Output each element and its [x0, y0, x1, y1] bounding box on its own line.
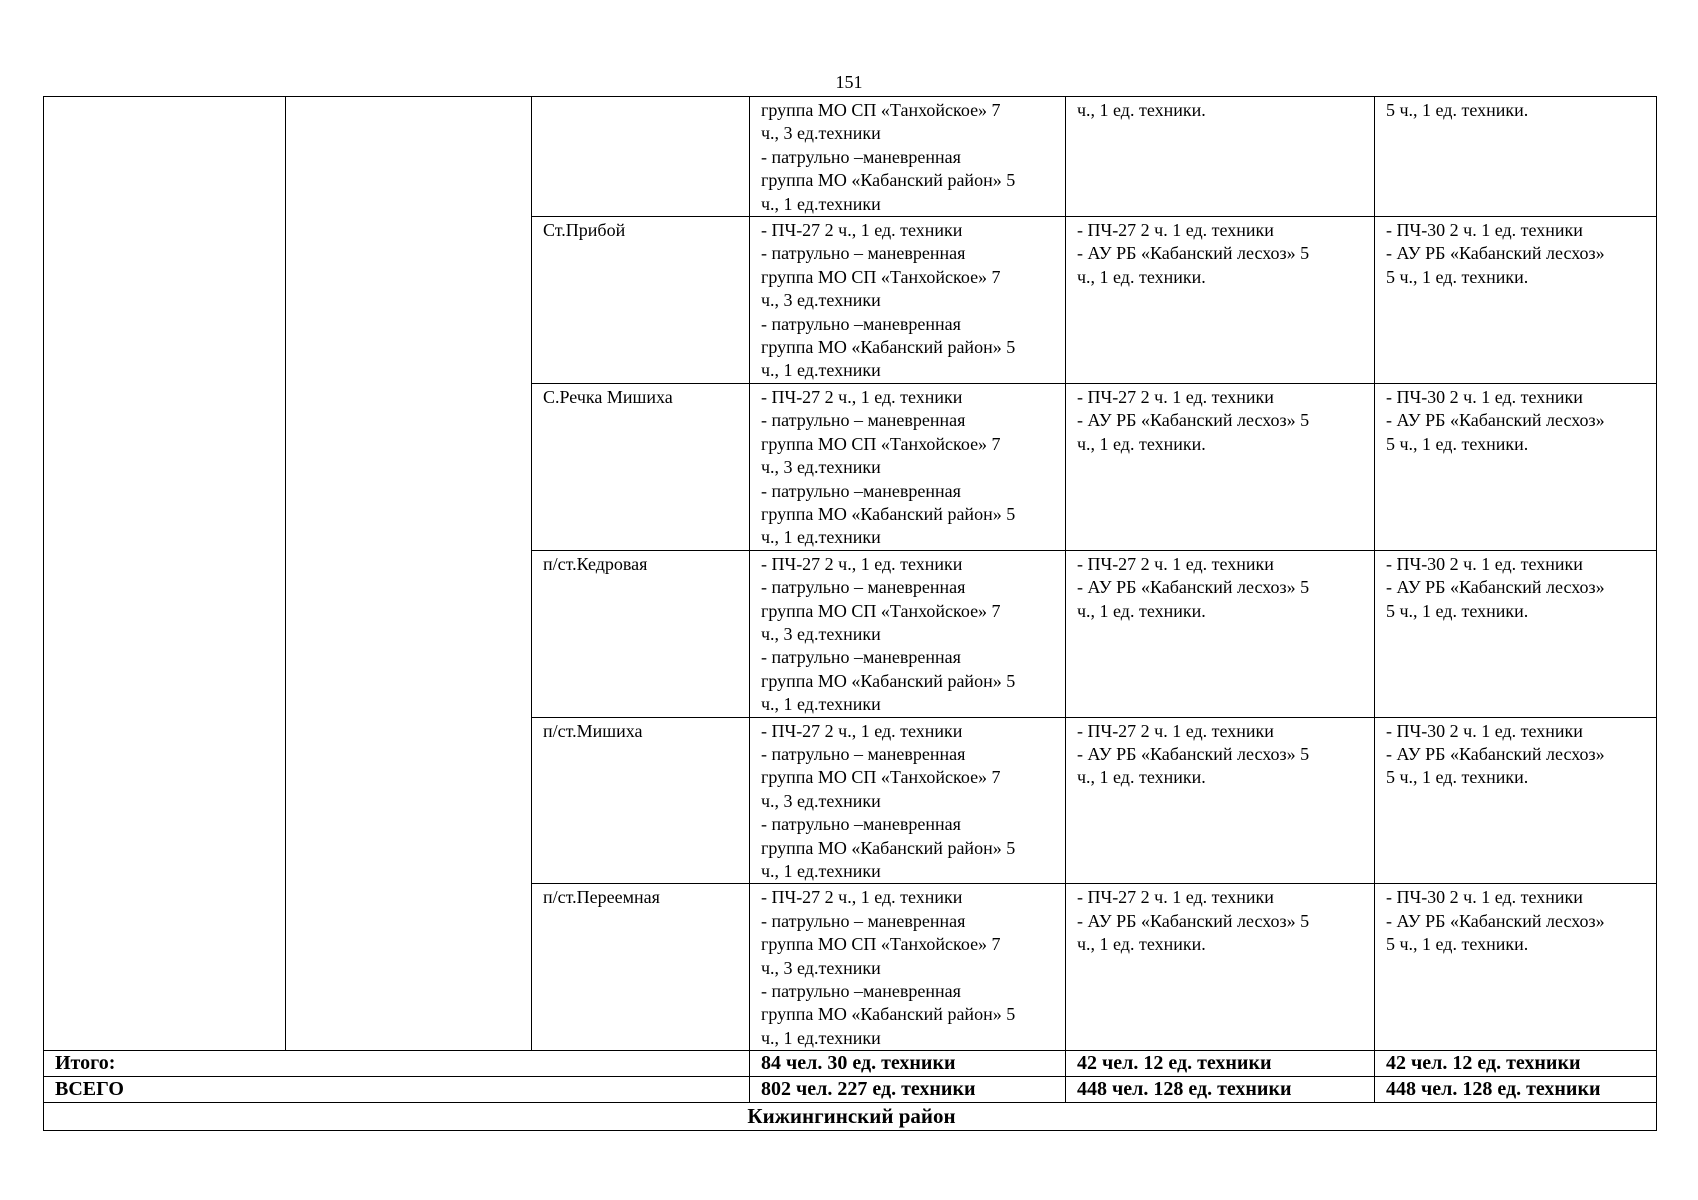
- district-cell: [44, 97, 286, 1051]
- cell-line: - ПЧ-27 2 ч., 1 ед. техники: [761, 720, 963, 741]
- cell-line: ч., 3 ед.техники: [761, 623, 881, 644]
- vsego-reserve-forces: 448 чел. 128 ед. техники: [1066, 1077, 1375, 1103]
- cell-line: - АУ РБ «Кабанский лесхоз»: [1386, 243, 1605, 264]
- reserve-forces-cell: [1066, 97, 1375, 217]
- cell-line: - ПЧ-30 2 ч. 1 ед. техники: [1386, 220, 1583, 241]
- forces-cell: [750, 884, 1066, 1051]
- forces-cell: [750, 550, 1066, 717]
- cell-line: 5 ч., 1 ед. техники.: [1386, 767, 1529, 788]
- cell-line: группа МО СП «Танхойское» 7: [761, 100, 1001, 120]
- cell-line: - ПЧ-27 2 ч., 1 ед. техники: [761, 553, 963, 574]
- cell-line: - АУ РБ «Кабанский лесхоз» 5: [1077, 243, 1310, 264]
- reserve-forces-cell: [1066, 884, 1375, 1051]
- settlement-cell: [532, 97, 750, 217]
- cell-line: группа МО «Кабанский район» 5: [761, 503, 1016, 524]
- cell-line: - АУ РБ «Кабанский лесхоз» 5: [1077, 743, 1310, 764]
- cell-line: - патрульно – маневренная: [761, 243, 966, 264]
- reserve-forces-cell: [1066, 217, 1375, 384]
- cell-line: - ПЧ-30 2 ч. 1 ед. техники: [1386, 553, 1583, 574]
- cell-line: ч., 1 ед.техники: [761, 1027, 881, 1048]
- itogo-label: Итого:: [44, 1051, 750, 1077]
- additional-forces-cell: [1375, 97, 1657, 217]
- cell-line: группа МО СП «Танхойское» 7: [761, 934, 1001, 955]
- cell-line: - патрульно –маневренная: [761, 814, 961, 835]
- cell-line: 5 ч., 1 ед. техники.: [1386, 433, 1529, 454]
- additional-forces-cell: [1375, 217, 1657, 384]
- cell-line: - патрульно – маневренная: [761, 910, 966, 931]
- forces-cell: [750, 717, 1066, 884]
- cell-line: - ПЧ-27 2 ч., 1 ед. техники: [761, 887, 963, 908]
- cell-line: - ПЧ-27 2 ч. 1 ед. техники: [1077, 220, 1274, 241]
- cell-line: группа МО СП «Танхойское» 7: [761, 266, 1001, 287]
- cell-line: ч., 3 ед.техники: [761, 457, 881, 478]
- cell-line: 5 ч., 1 ед. техники.: [1386, 600, 1529, 621]
- cell-line: - ПЧ-27 2 ч. 1 ед. техники: [1077, 887, 1274, 908]
- cell-line: 5 ч., 1 ед. техники.: [1386, 100, 1529, 120]
- additional-forces-cell: [1375, 717, 1657, 884]
- forces-cell: [750, 217, 1066, 384]
- cell-line: - патрульно –маневренная: [761, 981, 961, 1002]
- forces-cell: [750, 383, 1066, 550]
- vsego-additional-forces: 448 чел. 128 ед. техники: [1375, 1077, 1657, 1103]
- cell-line: ч., 1 ед.техники: [761, 861, 881, 881]
- cell-line: ч., 1 ед.техники: [761, 527, 881, 548]
- settlement-cell: С.Речка Мишиха: [532, 383, 750, 550]
- cell-line: - АУ РБ «Кабанский лесхоз» 5: [1077, 410, 1310, 431]
- reserve-forces-cell: [1066, 383, 1375, 550]
- cell-line: группа МО СП «Танхойское» 7: [761, 600, 1001, 621]
- cell-line: группа МО СП «Танхойское» 7: [761, 767, 1001, 788]
- forces-cell: [750, 97, 1066, 217]
- cell-line: 5 ч., 1 ед. техники.: [1386, 934, 1529, 955]
- cell-line: - патрульно – маневренная: [761, 410, 966, 431]
- reserve-forces-cell: [1066, 717, 1375, 884]
- cell-line: группа МО «Кабанский район» 5: [761, 337, 1016, 358]
- vsego-label: ВСЕГО: [44, 1077, 750, 1103]
- itogo-additional-forces: 42 чел. 12 ед. техники: [1375, 1051, 1657, 1077]
- cell-line: ч., 3 ед.техники: [761, 957, 881, 978]
- cell-line: ч., 1 ед. техники.: [1077, 100, 1206, 120]
- cell-line: ч., 1 ед. техники.: [1077, 600, 1206, 621]
- cell-line: - патрульно – маневренная: [761, 743, 966, 764]
- cell-line: - ПЧ-27 2 ч., 1 ед. техники: [761, 386, 963, 407]
- page-number: 151: [835, 72, 863, 92]
- additional-forces-cell: [1375, 383, 1657, 550]
- additional-forces-cell: [1375, 550, 1657, 717]
- cell-line: - ПЧ-27 2 ч., 1 ед. техники: [761, 220, 963, 241]
- cell-line: группа МО СП «Танхойское» 7: [761, 433, 1001, 454]
- vsego-forces: 802 чел. 227 ед. техники: [750, 1077, 1066, 1103]
- cell-line: - ПЧ-27 2 ч. 1 ед. техники: [1077, 386, 1274, 407]
- itogo-forces: 84 чел. 30 ед. техники: [750, 1051, 1066, 1077]
- cell-line: - патрульно –маневренная: [761, 313, 961, 334]
- table-row: [44, 97, 1657, 217]
- resources-table: [43, 96, 1657, 1131]
- cell-line: ч., 1 ед.техники: [761, 694, 881, 715]
- cell-line: - АУ РБ «Кабанский лесхоз»: [1386, 910, 1605, 931]
- cell-line: - АУ РБ «Кабанский лесхоз»: [1386, 743, 1605, 764]
- cell-line: - ПЧ-30 2 ч. 1 ед. техники: [1386, 386, 1583, 407]
- cell-line: - АУ РБ «Кабанский лесхоз»: [1386, 577, 1605, 598]
- cell-line: ч., 3 ед.техники: [761, 290, 881, 311]
- district-heading: Кижингинский район: [44, 1103, 1657, 1131]
- cell-line: группа МО «Кабанский район» 5: [761, 670, 1016, 691]
- cell-line: - ПЧ-27 2 ч. 1 ед. техники: [1077, 720, 1274, 741]
- district-heading-row: [44, 1103, 1657, 1131]
- additional-forces-cell: [1375, 884, 1657, 1051]
- cell-line: ч., 3 ед.техники: [761, 790, 881, 811]
- cell-line: ч., 1 ед. техники.: [1077, 433, 1206, 454]
- itogo-reserve-forces: 42 чел. 12 ед. техники: [1066, 1051, 1375, 1077]
- cell-line: группа МО «Кабанский район» 5: [761, 1004, 1016, 1025]
- cell-line: - ПЧ-30 2 ч. 1 ед. техники: [1386, 887, 1583, 908]
- cell-line: ч., 1 ед.техники: [761, 193, 881, 214]
- itogo-row: [44, 1051, 1657, 1077]
- cell-line: - АУ РБ «Кабанский лесхоз» 5: [1077, 910, 1310, 931]
- cell-line: - АУ РБ «Кабанский лесхоз» 5: [1077, 577, 1310, 598]
- reserve-forces-cell: [1066, 550, 1375, 717]
- cell-line: ч., 1 ед.техники: [761, 360, 881, 381]
- municipality-cell: [286, 97, 532, 1051]
- cell-line: - патрульно – маневренная: [761, 577, 966, 598]
- cell-line: ч., 1 ед. техники.: [1077, 934, 1206, 955]
- cell-line: - патрульно –маневренная: [761, 146, 961, 167]
- settlement-cell: Ст.Прибой: [532, 217, 750, 384]
- cell-line: - АУ РБ «Кабанский лесхоз»: [1386, 410, 1605, 431]
- cell-line: группа МО «Кабанский район» 5: [761, 170, 1016, 191]
- cell-line: - ПЧ-27 2 ч. 1 ед. техники: [1077, 553, 1274, 574]
- vsego-row: [44, 1077, 1657, 1103]
- cell-line: - ПЧ-30 2 ч. 1 ед. техники: [1386, 720, 1583, 741]
- cell-line: ч., 3 ед.техники: [761, 123, 881, 144]
- cell-line: ч., 1 ед. техники.: [1077, 767, 1206, 788]
- cell-line: - патрульно –маневренная: [761, 480, 961, 501]
- cell-line: 5 ч., 1 ед. техники.: [1386, 266, 1529, 287]
- settlement-cell: п/ст.Переемная: [532, 884, 750, 1051]
- settlement-cell: п/ст.Мишиха: [532, 717, 750, 884]
- settlement-cell: п/ст.Кедровая: [532, 550, 750, 717]
- cell-line: - патрульно –маневренная: [761, 647, 961, 668]
- cell-line: ч., 1 ед. техники.: [1077, 266, 1206, 287]
- cell-line: группа МО «Кабанский район» 5: [761, 837, 1016, 858]
